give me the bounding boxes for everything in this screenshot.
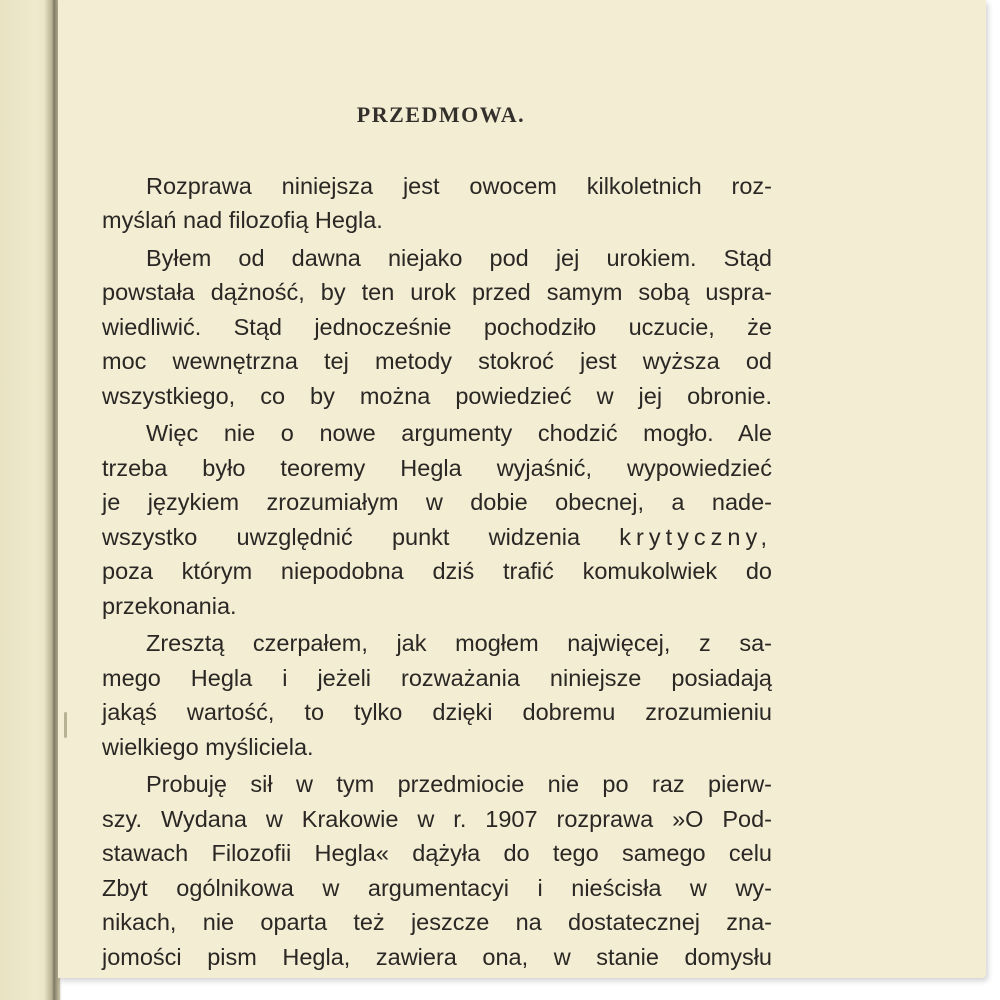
- text-line: Probuję sił w tym przedmiocie nie po raz pierw-: [146, 771, 772, 797]
- text-line: nikach, nie oparta też jeszcze na dostatecznej zna-: [102, 909, 772, 935]
- text-line: je językiem zrozumiałym w dobie obecnej, a nade-: [102, 489, 772, 515]
- text-line: szy. Wydana w Krakowie w r. 1907 rozprawa »O Pod-: [102, 805, 772, 832]
- text-line: moc wewnętrzna tej metody stokroć jest wyższa od: [102, 348, 772, 374]
- text-line: Więc nie o nowe argumenty chodzić mogło. Ale: [146, 420, 772, 446]
- text-line: wielkiego myśliciela.: [102, 733, 314, 760]
- page-text: [102, 98, 772, 977]
- text-line: przekonania.: [102, 592, 237, 619]
- text-line: Zresztą czerpałem, jak mogłem najwięcej, z sa-: [146, 630, 772, 656]
- paragraph-1: [102, 169, 772, 238]
- paragraph-4: [102, 626, 772, 764]
- text-fragment: wszystko uwzględnić punkt widzenia: [102, 523, 581, 550]
- paragraph-5: [102, 767, 772, 974]
- text-line: mego Hegla i jeżeli rozważania niniejsze posiadają: [102, 664, 772, 691]
- page-edge-mark: [64, 712, 67, 738]
- paragraph-2: [102, 241, 772, 414]
- text-line: jakąś wartość, to tylko dzięki dobremu zrozumieniu: [102, 699, 772, 725]
- text-line: Rozprawa niniejsza jest owocem kilkoletnich roz-: [146, 172, 772, 199]
- spaced-word: krytyczny,: [619, 523, 772, 550]
- text-line: powstała dążność, by ten urok przed samym sobą uspra-: [102, 279, 772, 305]
- text-line-with-spaced-word: [102, 520, 772, 555]
- text-line: Byłem od dawna niejako pod jej urokiem. Stąd: [146, 244, 772, 271]
- text-line: poza którym niepodobna dziś trafić komukolwiek do: [102, 558, 772, 584]
- text-line: trzeba było teoremy Hegla wyjaśnić, wypowiedzieć: [102, 454, 772, 481]
- text-line: jomości pism Hegla, zawiera ona, w stanie domysłu: [102, 943, 772, 970]
- text-line: wszystkiego, co by można powiedzieć w jej obronie.: [102, 382, 772, 409]
- text-line: myślań nad filozofią Hegla.: [102, 207, 383, 233]
- paragraph-3: [102, 416, 772, 623]
- text-line: wiedliwić. Stąd jednocześnie pochodziło uczucie, że: [102, 313, 772, 340]
- text-line: Zbyt ogólnikowa w argumentacyi i nieścisła w wy-: [102, 874, 772, 901]
- page-heading: PRZEDMOWA.: [356, 102, 526, 127]
- text-line: stawach Filozofii Hegla« dążyła do tego samego celu: [102, 840, 772, 866]
